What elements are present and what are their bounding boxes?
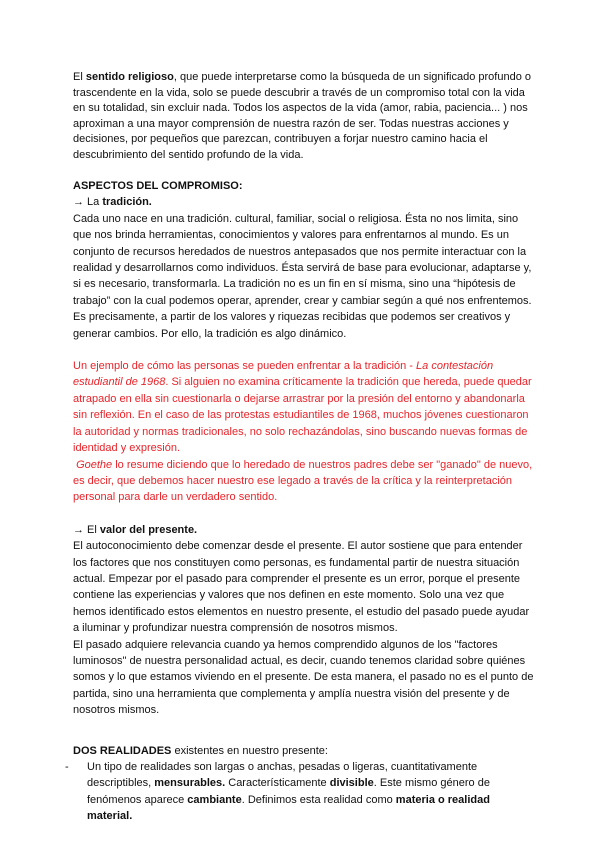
subheading-bold: valor del presente. xyxy=(99,523,198,536)
text: . Este mismo género de fenómenos aparece xyxy=(87,777,490,806)
text: Característicamente xyxy=(225,777,330,790)
presente-paragraph-1: El autoconocimiento debe comenzar desde el presente. El autor sostiene que para entender los factores que nos constituyen como personas, es fundamental partir de nuestra situación actual. Empezar por el pasado para comprender el presente es un error, porque el presente contiene las experiencias y valores que nos definen en este momento. Solo una vez que hemos identificado estos elementos en nuestro presente, el estudio del pasado puede ayudar a iluminar y profundizar nuestra comprensión de nosotros mismos. xyxy=(73,540,530,635)
subheading-presente xyxy=(73,522,535,538)
tradicion-paragraph: Cada uno nace en una tradición. cultural, familiar, social o religiosa. Ésta no nos limita, sino que nos brinda herramientas, conocimientos y valores para enfrentarnos al mundo. Es un conjunto de recursos heredados de nuestros antepasados que nos permite interactuar con la realidad y desarrollarnos como individuos. Ésta servirá de base para evolucionar, adaptarse y, si es necesario, transformarla. La tradición no es un fin en sí misma, sino una “hipótesis de trabajo” con la cual podemos operar, aprender, crear y cambiar según a qué nos enfrentemos. Es precisamente, a partir de los valores y riquezas recibidas que podemos ser creativos y generar cambios. Por ello, la tradición es algo dinámico. xyxy=(73,212,532,340)
ejemplo-paragraph xyxy=(73,358,535,506)
bold-term: divisible xyxy=(329,777,374,790)
bold-term: cambiante xyxy=(187,793,242,806)
bullet-dash: - xyxy=(65,761,69,773)
bold-term: sentido religioso xyxy=(85,71,174,83)
arrow-prefix: → El xyxy=(73,523,100,536)
text: . Definimos esta realidad como xyxy=(241,793,396,806)
bold-term: materia o realidad material. xyxy=(87,793,490,823)
text: Un ejemplo de cómo las personas se pueden enfrentar a la tradición - xyxy=(73,360,417,373)
presente-paragraph-2: El pasado adquiere relevancia cuando ya hemos comprendido algunos de los "factores luminosos" de nuestra personalidad actual, es decir, cuando tenemos claridad sobre quiénes somos y lo que estamos viviendo en el presente. De esta manera, el pasado no es el punto de partida, sino una herramienta que complementa y amplía nuestra visión del presente y de nosotros mismos. xyxy=(73,638,534,717)
text: El xyxy=(73,71,86,83)
text: lo resume diciendo que lo heredado de nuestros padres debe ser "ganado" de nuevo, es decir, que debemos hacer nuestro ese legado a través de la crítica y la reinterpretación personal para darle un verdadero sentido. xyxy=(73,458,533,504)
subheading-tradicion xyxy=(73,194,535,210)
realidades-heading xyxy=(73,743,535,759)
text: existentes en nuestro presente: xyxy=(171,744,328,757)
text: Un tipo de realidades son largas o anchas, pesadas o ligeras, cuantitativamente descriptibles, xyxy=(87,761,478,790)
bold-term: mensurables. xyxy=(154,777,226,790)
heading-bold: DOS REALIDADES xyxy=(73,744,172,757)
section-heading: ASPECTOS DEL COMPROMISO: xyxy=(73,180,243,192)
list-item-text xyxy=(87,759,535,825)
aspectos-heading xyxy=(73,178,535,194)
subheading-bold: tradición. xyxy=(102,196,152,209)
italic-title: La contestación estudiantil de 1968 xyxy=(73,360,494,389)
intro-paragraph xyxy=(73,70,535,163)
text: . Si alguien no examina críticamente la tradición que hereda, puede quedar atrapado en ella sin cuestionarla o dejarse arrastrar por la presión del entorno y abandonarla sin reflexión. En el caso de las protestas estudiantiles de 1968, muchos jóvenes cuestionaron la autoridad y normas tradicionales, no solo rechazándolas, sino buscando nuevas formas de identidad y expresión. xyxy=(73,376,532,455)
italic-name: Goethe xyxy=(76,458,113,471)
text: , que puede interpretarse como la búsqueda de un significado profundo o trascendente en la vida, solo se puede descubrir a través de un compromiso total con la vida en su totalidad, sin excluir nada. Todos los aspectos de la vida (amor, rabia, paciencia... ) nos aproximan a una mayor comprensión de nuestra razón de ser. Todas nuestras acciones y decisiones, por pequeños que parezcan, contribuyen a forjar nuestro camino hacia el descubrimiento del sentido profundo de la vida. xyxy=(73,71,531,161)
arrow-prefix: → La xyxy=(73,196,103,209)
list-item xyxy=(65,759,535,825)
